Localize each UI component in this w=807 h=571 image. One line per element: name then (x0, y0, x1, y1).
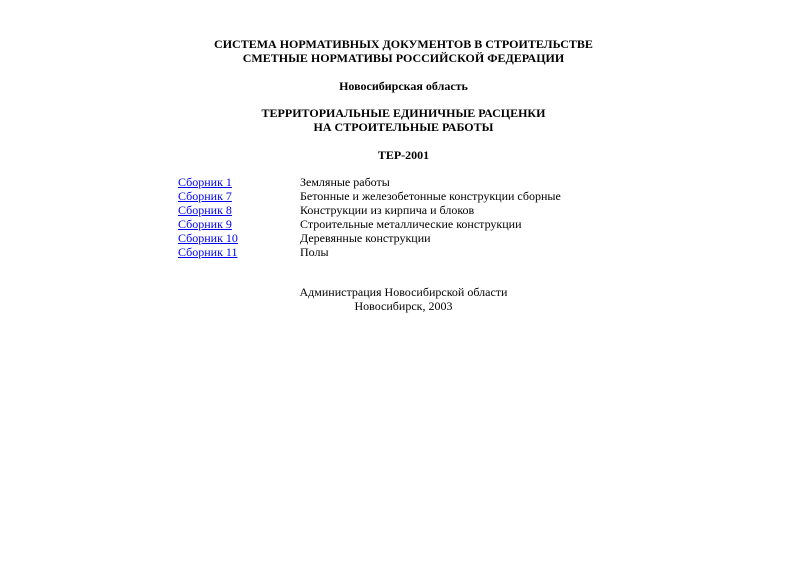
toc-title: Строительные металлические конструкции (300, 217, 522, 231)
document-code-label: ТЕР-2001 (377, 148, 430, 162)
toc-link-collection-1[interactable]: Сборник 1 (178, 175, 232, 189)
publisher-name: Администрация Новосибирской области (299, 285, 508, 299)
document-title-line1: ТЕРРИТОРИАЛЬНЫЕ ЕДИНИЧНЫЕ РАСЦЕНКИ (261, 106, 546, 120)
document-code (0, 148, 807, 162)
region-label: Новосибирская область (339, 79, 468, 93)
toc-title: Деревянные конструкции (300, 231, 431, 245)
toc-link-collection-11[interactable]: Сборник 11 (178, 245, 238, 259)
toc-row (178, 245, 628, 259)
toc-title: Полы (300, 245, 329, 259)
toc-row (178, 217, 628, 231)
toc-title: Бетонные и железобетонные конструкции сборные (300, 189, 561, 203)
toc-link-collection-10[interactable]: Сборник 10 (178, 231, 238, 245)
publication-place-year: Новосибирск, 2003 (354, 299, 453, 313)
document-title (0, 106, 807, 134)
document-title-line2: НА СТРОИТЕЛЬНЫЕ РАБОТЫ (313, 120, 494, 134)
toc-link-collection-9[interactable]: Сборник 9 (178, 217, 232, 231)
system-heading-line1: СИСТЕМА НОРМАТИВНЫХ ДОКУМЕНТОВ В СТРОИТЕЛЬСТВЕ (214, 37, 593, 51)
toc-title: Земляные работы (300, 175, 390, 189)
publisher-footer (0, 285, 807, 313)
system-heading-line2: СМЕТНЫЕ НОРМАТИВЫ РОССИЙСКОЙ ФЕДЕРАЦИИ (242, 51, 565, 65)
table-of-contents (178, 175, 628, 259)
system-heading (0, 37, 807, 65)
toc-row (178, 175, 628, 189)
toc-link-collection-8[interactable]: Сборник 8 (178, 203, 232, 217)
toc-row (178, 203, 628, 217)
region-heading (0, 79, 807, 93)
toc-row (178, 231, 628, 245)
toc-row (178, 189, 628, 203)
toc-title: Конструкции из кирпича и блоков (300, 203, 475, 217)
toc-link-collection-7[interactable]: Сборник 7 (178, 189, 232, 203)
